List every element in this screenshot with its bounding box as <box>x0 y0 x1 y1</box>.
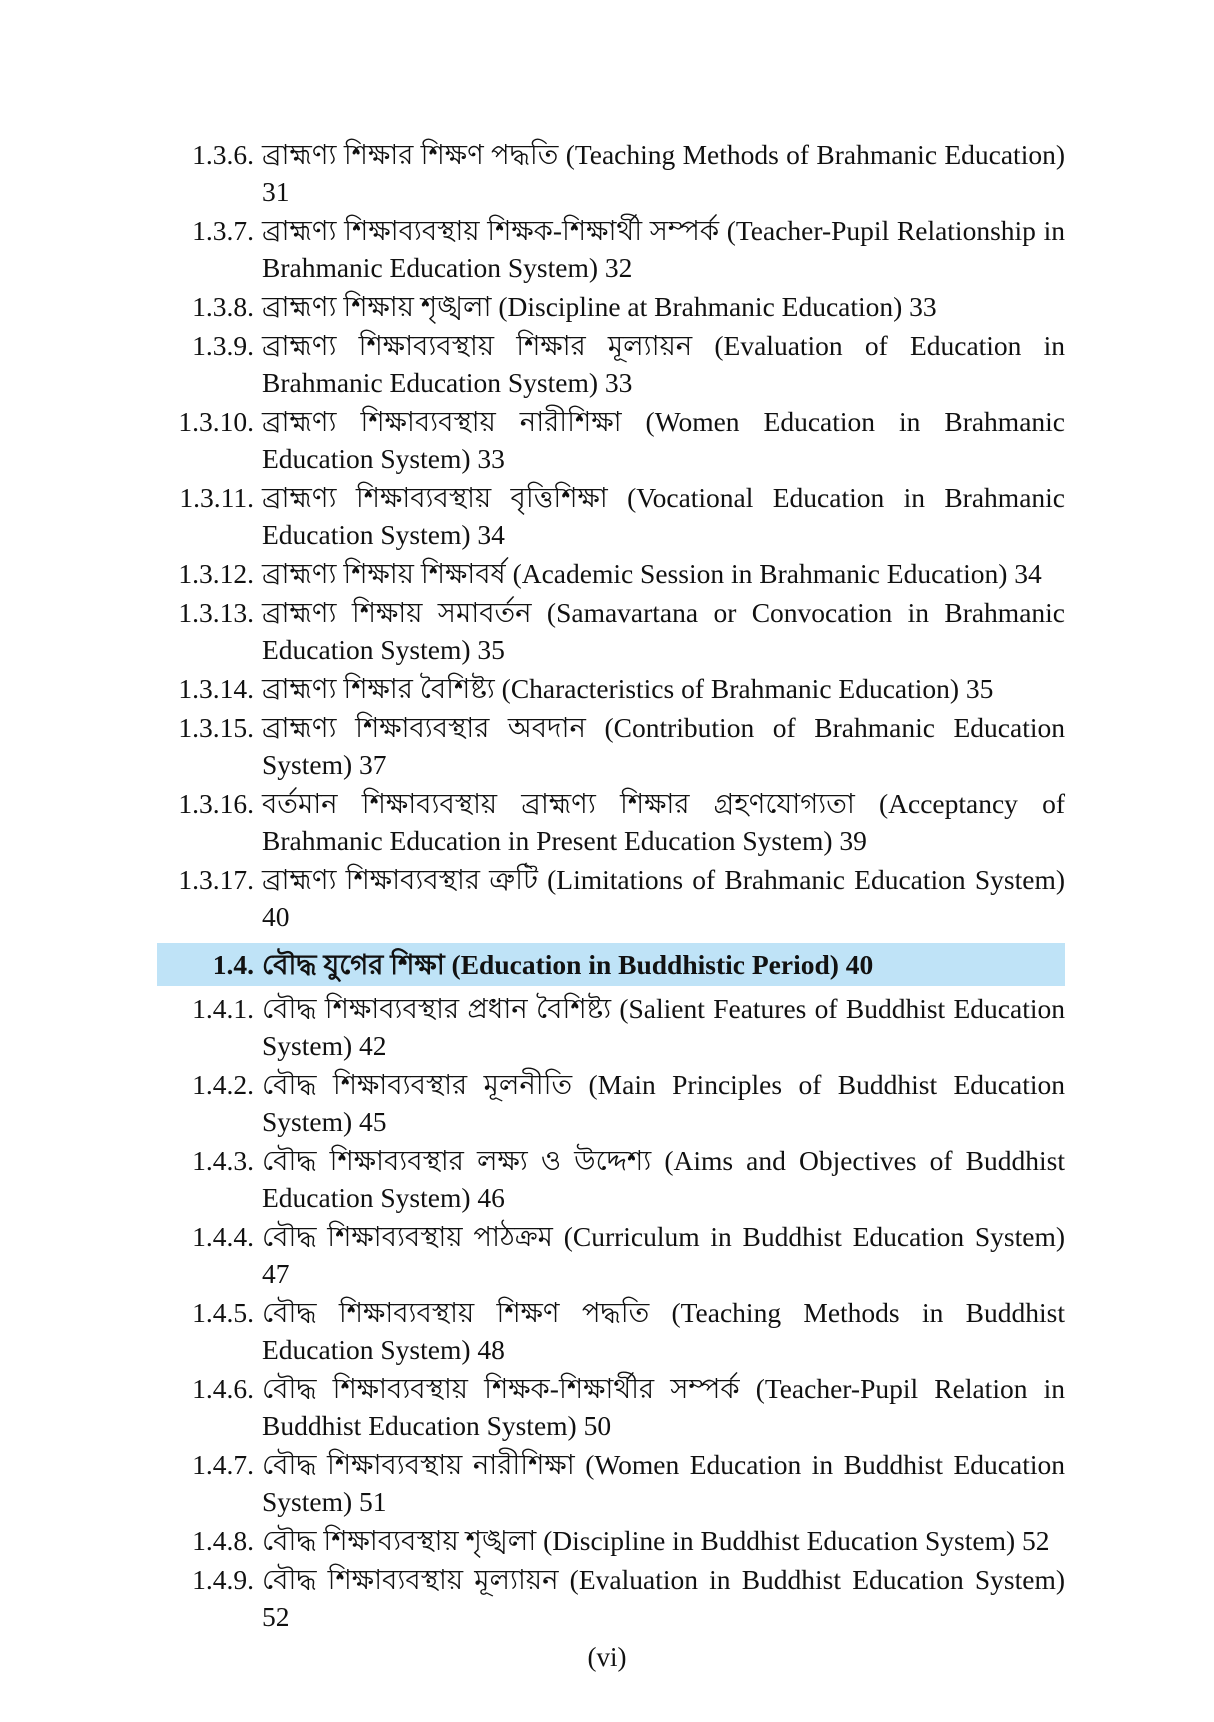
toc-section-title: বৌদ্ধ যুগের শিক্ষা (Education in Buddhistic Period) 40 <box>262 949 874 980</box>
toc-entry-title: ব্রাহ্মণ্য শিক্ষার শিক্ষণ পদ্ধতি (Teaching Methods of Brahmanic Education) 31 <box>262 139 1065 207</box>
toc-entry-number: 1.4.7. <box>192 1449 254 1480</box>
page-number: (vi) <box>587 1642 627 1672</box>
toc-entry-title: বৌদ্ধ শিক্ষাব্যবস্থায় শিক্ষণ পদ্ধতি (Teaching Methods in Buddhist Education System) 48 <box>262 1297 1065 1365</box>
toc-entry-number: 1.3.9. <box>192 330 254 361</box>
toc-entry-title: বৌদ্ধ শিক্ষাব্যবস্থায় পাঠক্রম (Curriculum in Buddhist Education System) 47 <box>262 1221 1065 1289</box>
toc-entry-number: 1.4.6. <box>192 1373 254 1404</box>
toc-entry-number: 1.4.3. <box>192 1145 254 1176</box>
toc-entry <box>157 1561 1065 1635</box>
toc-entry <box>157 1066 1065 1140</box>
toc-entry-title: ব্রাহ্মণ্য শিক্ষাব্যবস্থার ত্রুটি (Limitations of Brahmanic Education System) 40 <box>262 864 1065 932</box>
toc-entry-title: ব্রাহ্মণ্য শিক্ষায় শৃঙ্খলা (Discipline at Brahmanic Education) 33 <box>262 291 937 322</box>
toc-entry-number: 1.4.4. <box>192 1221 254 1252</box>
toc-entry-title: ব্রাহ্মণ্য শিক্ষায় শিক্ষাবর্ষ (Academic Session in Brahmanic Education) 34 <box>262 558 1042 589</box>
toc-section-heading <box>157 943 1065 986</box>
toc-entry <box>157 861 1065 935</box>
toc-entry-number: 1.4.2. <box>192 1069 254 1100</box>
toc-entry-title: ব্রাহ্মণ্য শিক্ষার বৈশিষ্ট্য (Characteristics of Brahmanic Education) 35 <box>262 673 994 704</box>
toc-entry <box>157 594 1065 668</box>
toc-entry-title: বৌদ্ধ শিক্ষাব্যবস্থায় মূল্যায়ন (Evaluation in Buddhist Education System) 52 <box>262 1564 1065 1632</box>
toc-entry-title: বৌদ্ধ শিক্ষাব্যবস্থায় শৃঙ্খলা (Discipline in Buddhist Education System) 52 <box>262 1525 1050 1556</box>
toc-entry <box>157 555 1065 592</box>
toc-entry <box>157 288 1065 325</box>
toc-entry <box>157 1294 1065 1368</box>
toc-entry-title: বৌদ্ধ শিক্ষাব্যবস্থায় নারীশিক্ষা (Women Education in Buddhist Education System) 51 <box>262 1449 1065 1517</box>
toc-entry <box>157 479 1065 553</box>
toc-entry-number: 1.3.13. <box>178 597 254 628</box>
toc-entry-title: বৌদ্ধ শিক্ষাব্যবস্থায় শিক্ষক-শিক্ষার্থীর সম্পর্ক (Teacher-Pupil Relation in Buddhist Education System) 50 <box>262 1373 1065 1441</box>
toc-entry-title: ব্রাহ্মণ্য শিক্ষাব্যবস্থায় নারীশিক্ষা (Women Education in Brahmanic Education System) 33 <box>262 406 1065 474</box>
toc-entry <box>157 212 1065 286</box>
toc-entry <box>157 990 1065 1064</box>
toc-entry <box>157 670 1065 707</box>
toc-entry-title: বর্তমান শিক্ষাব্যবস্থায় ব্রাহ্মণ্য শিক্ষার গ্রহণযোগ্যতা (Acceptancy of Brahmanic Education in Present Education System) 39 <box>262 788 1065 856</box>
toc-entry-number: 1.4.5. <box>192 1297 254 1328</box>
toc-entry <box>157 1142 1065 1216</box>
toc-entry <box>157 1522 1065 1559</box>
toc-entry-number: 1.3.17. <box>178 864 254 895</box>
toc-section-number: 1.4. <box>212 949 254 980</box>
toc-entry-number: 1.3.15. <box>178 712 254 743</box>
toc-entry <box>157 709 1065 783</box>
toc-entry-title: বৌদ্ধ শিক্ষাব্যবস্থার প্রধান বৈশিষ্ট্য (Salient Features of Buddhist Education System) 42 <box>262 993 1065 1061</box>
toc-entry-number: 1.3.12. <box>178 558 254 589</box>
toc-entry-number: 1.3.7. <box>192 215 254 246</box>
toc-entry-number: 1.3.11. <box>179 482 254 513</box>
toc-entry-title: বৌদ্ধ শিক্ষাব্যবস্থার লক্ষ্য ও উদ্দেশ্য (Aims and Objectives of Buddhist Education System) 46 <box>262 1145 1065 1213</box>
toc-entry <box>157 1446 1065 1520</box>
toc-entry <box>157 785 1065 859</box>
toc-entry <box>157 136 1065 210</box>
toc-entry-number: 1.3.14. <box>178 673 254 704</box>
toc-entry-number: 1.4.9. <box>192 1564 254 1595</box>
toc-entry-number: 1.3.8. <box>192 291 254 322</box>
toc-entry <box>157 1218 1065 1292</box>
toc-entry-title: ব্রাহ্মণ্য শিক্ষাব্যবস্থায় বৃত্তিশিক্ষা (Vocational Education in Brahmanic Education System) 34 <box>262 482 1065 550</box>
toc-entry-title: ব্রাহ্মণ্য শিক্ষাব্যবস্থার অবদান (Contribution of Brahmanic Education System) 37 <box>262 712 1065 780</box>
toc-entry <box>157 327 1065 401</box>
toc-entry <box>157 1370 1065 1444</box>
toc-entry-title: বৌদ্ধ শিক্ষাব্যবস্থার মূলনীতি (Main Principles of Buddhist Education System) 45 <box>262 1069 1065 1137</box>
toc-entry-number: 1.4.8. <box>192 1525 254 1556</box>
toc-entry-title: ব্রাহ্মণ্য শিক্ষাব্যবস্থায় শিক্ষক-শিক্ষার্থী সম্পর্ক (Teacher-Pupil Relationship in Brahmanic Education System) 32 <box>262 215 1065 283</box>
toc-entry-title: ব্রাহ্মণ্য শিক্ষাব্যবস্থায় শিক্ষার মূল্যায়ন (Evaluation of Education in Brahmanic Education System) 33 <box>262 330 1065 398</box>
toc-entry-title: ব্রাহ্মণ্য শিক্ষায় সমাবর্তন (Samavartana or Convocation in Brahmanic Education System) 35 <box>262 597 1065 665</box>
toc-entry-number: 1.3.10. <box>178 406 254 437</box>
toc-entry-number: 1.3.16. <box>178 788 254 819</box>
toc-entry-number: 1.4.1. <box>192 993 254 1024</box>
toc-entry <box>157 403 1065 477</box>
toc-entry-number: 1.3.6. <box>192 139 254 170</box>
table-of-contents <box>157 136 1065 1637</box>
